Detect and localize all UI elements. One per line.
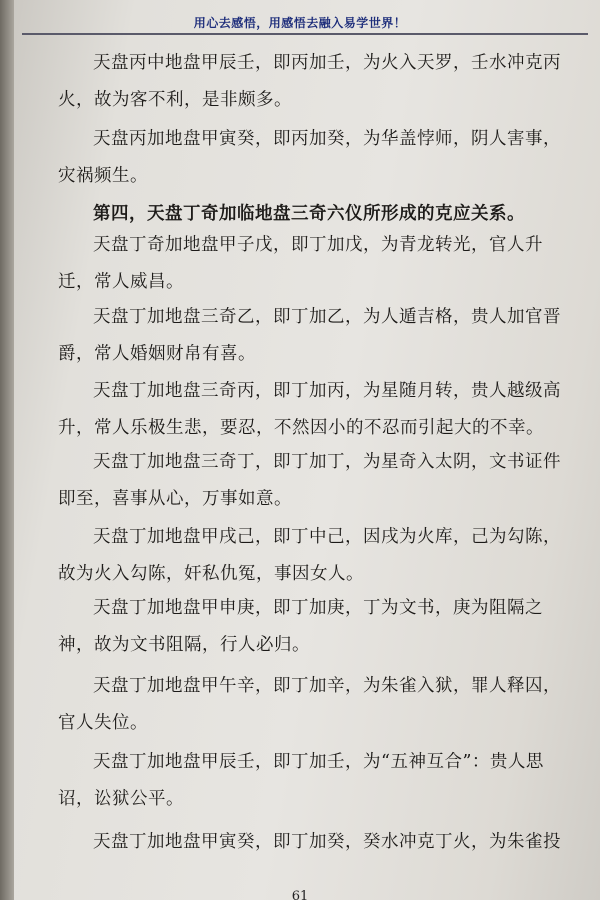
paragraph: 天盘丁加地盘三奇乙，即丁加乙，为人遁吉格，贵人加官晋爵，常人婚姻财帛有喜。 [58,307,561,364]
paragraph: 天盘丁加地盘甲申庚，即丁加庚，丁为文书，庚为阻隔之神，故为文书阻隔，行人必归。 [58,598,543,655]
page-number: 61 [291,889,309,900]
paragraph: 天盘丙中地盘甲辰壬，即丙加壬，为火入天罗，壬水冲克丙火，故为客不利，是非颇多。 [58,53,561,110]
book-spine-shadow [0,0,14,900]
paragraph: 天盘丁加地盘甲寅癸，即丁加癸，癸水冲克丁火，为朱雀投 [93,832,561,852]
paragraph: 天盘丁加地盘三奇丙，即丁加丙，为星随月转，贵人越级高升，常人乐极生悲，要忍，不然因小的不忍而引起大的不幸。 [58,381,561,438]
paragraph: 天盘丁加地盘甲午辛，即丁加辛，为朱雀入狱，罪人释囚，官人失位。 [58,676,561,733]
paragraph: 天盘丙加地盘甲寅癸，即丙加癸，为华盖悖师，阴人害事，灾祸频生。 [58,129,561,186]
paragraph: 天盘丁加地盘甲辰壬，即丁加壬，为“五神互合”：贵人思诏，讼狱公平。 [58,752,544,809]
paragraph: 天盘丁奇加地盘甲子戊，即丁加戊，为青龙转光，官人升迁，常人威昌。 [58,235,543,292]
section-heading: 第四，天盘丁奇加临地盘三奇六仪所形成的克应关系。 [93,204,525,224]
running-header: 用心去感悟，用感悟去融入易学世界！ [193,16,407,30]
paragraph: 天盘丁加地盘三奇丁，即丁加丁，为星奇入太阴，文书证件即至，喜事从心，万事如意。 [58,452,561,509]
paragraph: 天盘丁加地盘甲戌己，即丁中己，因戌为火库，己为勾陈，故为火入勾陈，奸私仇冤，事因女人。 [58,527,561,584]
header-rule [22,33,588,35]
